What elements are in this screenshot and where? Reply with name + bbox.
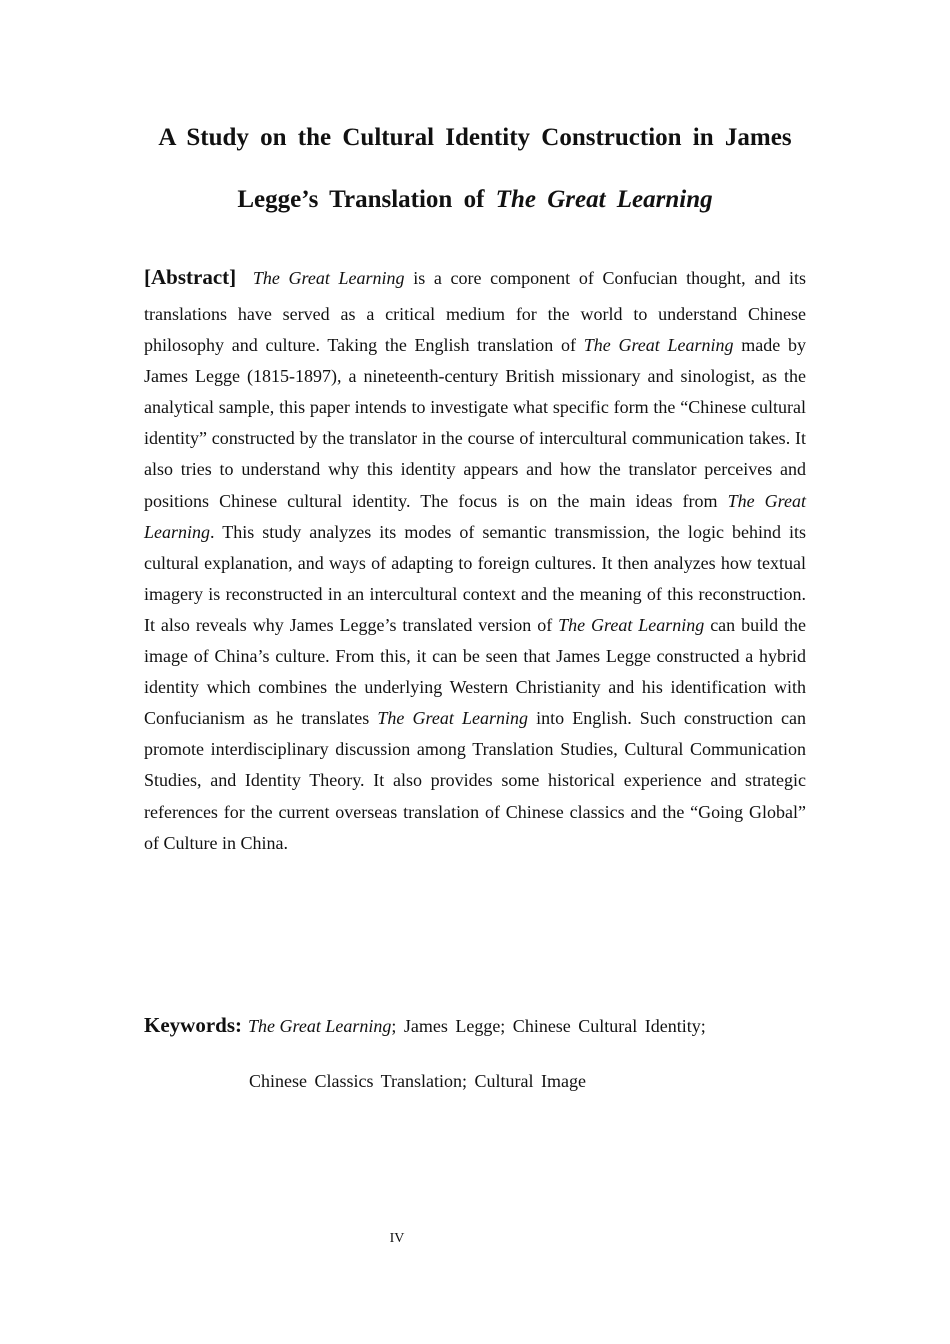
title-line2-italic: The Great Learning: [495, 186, 713, 213]
abstract-segment-1: is a core component of Confucian thought, and its translations have served as a critical medium for the world to understand Chinese philosophy and culture. Taking the English translation of: [144, 268, 807, 356]
abstract-segment-3: made by James Legge (1815-1897), a nineteenth-century British missionary and sinologist, as the analytical sample, this paper intends to investigate what specific form the “Chinese cultural identity” constructed by the translator in the course of intercultural communication takes. It also tries to understand why this identity appears and how the translator perceives and positions Chinese cultural identity. The focus is on the main ideas from: [144, 335, 806, 511]
title-line2-prefix: Legge’s Translation of: [237, 186, 496, 213]
abstract-segment-9: into English. Such construction can promote interdisciplinary discussion among Translation Studies, Cultural Communication Studies, and Identity Theory. It also provides some historical experience and strategic references for the current overseas translation of Chinese classics and the “Going Global” of Culture in China.: [144, 708, 806, 853]
abstract-segment-8: The Great Learning: [377, 708, 528, 729]
title-line1-text: A Study on the Cultural Identity Construction in James: [158, 124, 792, 151]
abstract-segment-5: . This study analyzes its modes of semantic transmission, the logic behind its cultural explanation, and ways of adapting to foreign cultures. It then analyzes how textual imagery is reconstructed in an intercultural context and the meaning of this reconstruction. It also reveals why James Legge’s translated version of: [144, 521, 806, 635]
abstract-segment-6: The Great Learning: [558, 614, 705, 635]
keywords-line-2: Chinese Classics Translation; Cultural Image: [249, 1071, 586, 1091]
abstract-label: [Abstract]: [144, 265, 237, 289]
abstract-segment-7: can build the image of China’s culture. From this, it can be seen that James Legge constructed a hybrid identity which combines the underlying Western Christianity and his identification with Confucianism as he translates: [144, 614, 806, 729]
abstract-paragraph: [144, 256, 806, 859]
page-title-line-2: [144, 186, 806, 214]
keywords-line-1: [144, 1010, 806, 1041]
abstract-segment-4: The Great Learning: [144, 490, 806, 542]
keywords-line1-rest: ; James Legge; Chinese Cultural Identity;: [391, 1016, 706, 1036]
page-number: IV: [389, 1231, 405, 1246]
page-title-line-1: [144, 124, 806, 152]
abstract-segment-2: The Great Learning: [583, 335, 734, 356]
keyword-great-learning: The Great Learning: [248, 1016, 392, 1036]
abstract-segment-0: The Great Learning: [252, 268, 405, 288]
keywords-label: Keywords:: [144, 1013, 242, 1037]
